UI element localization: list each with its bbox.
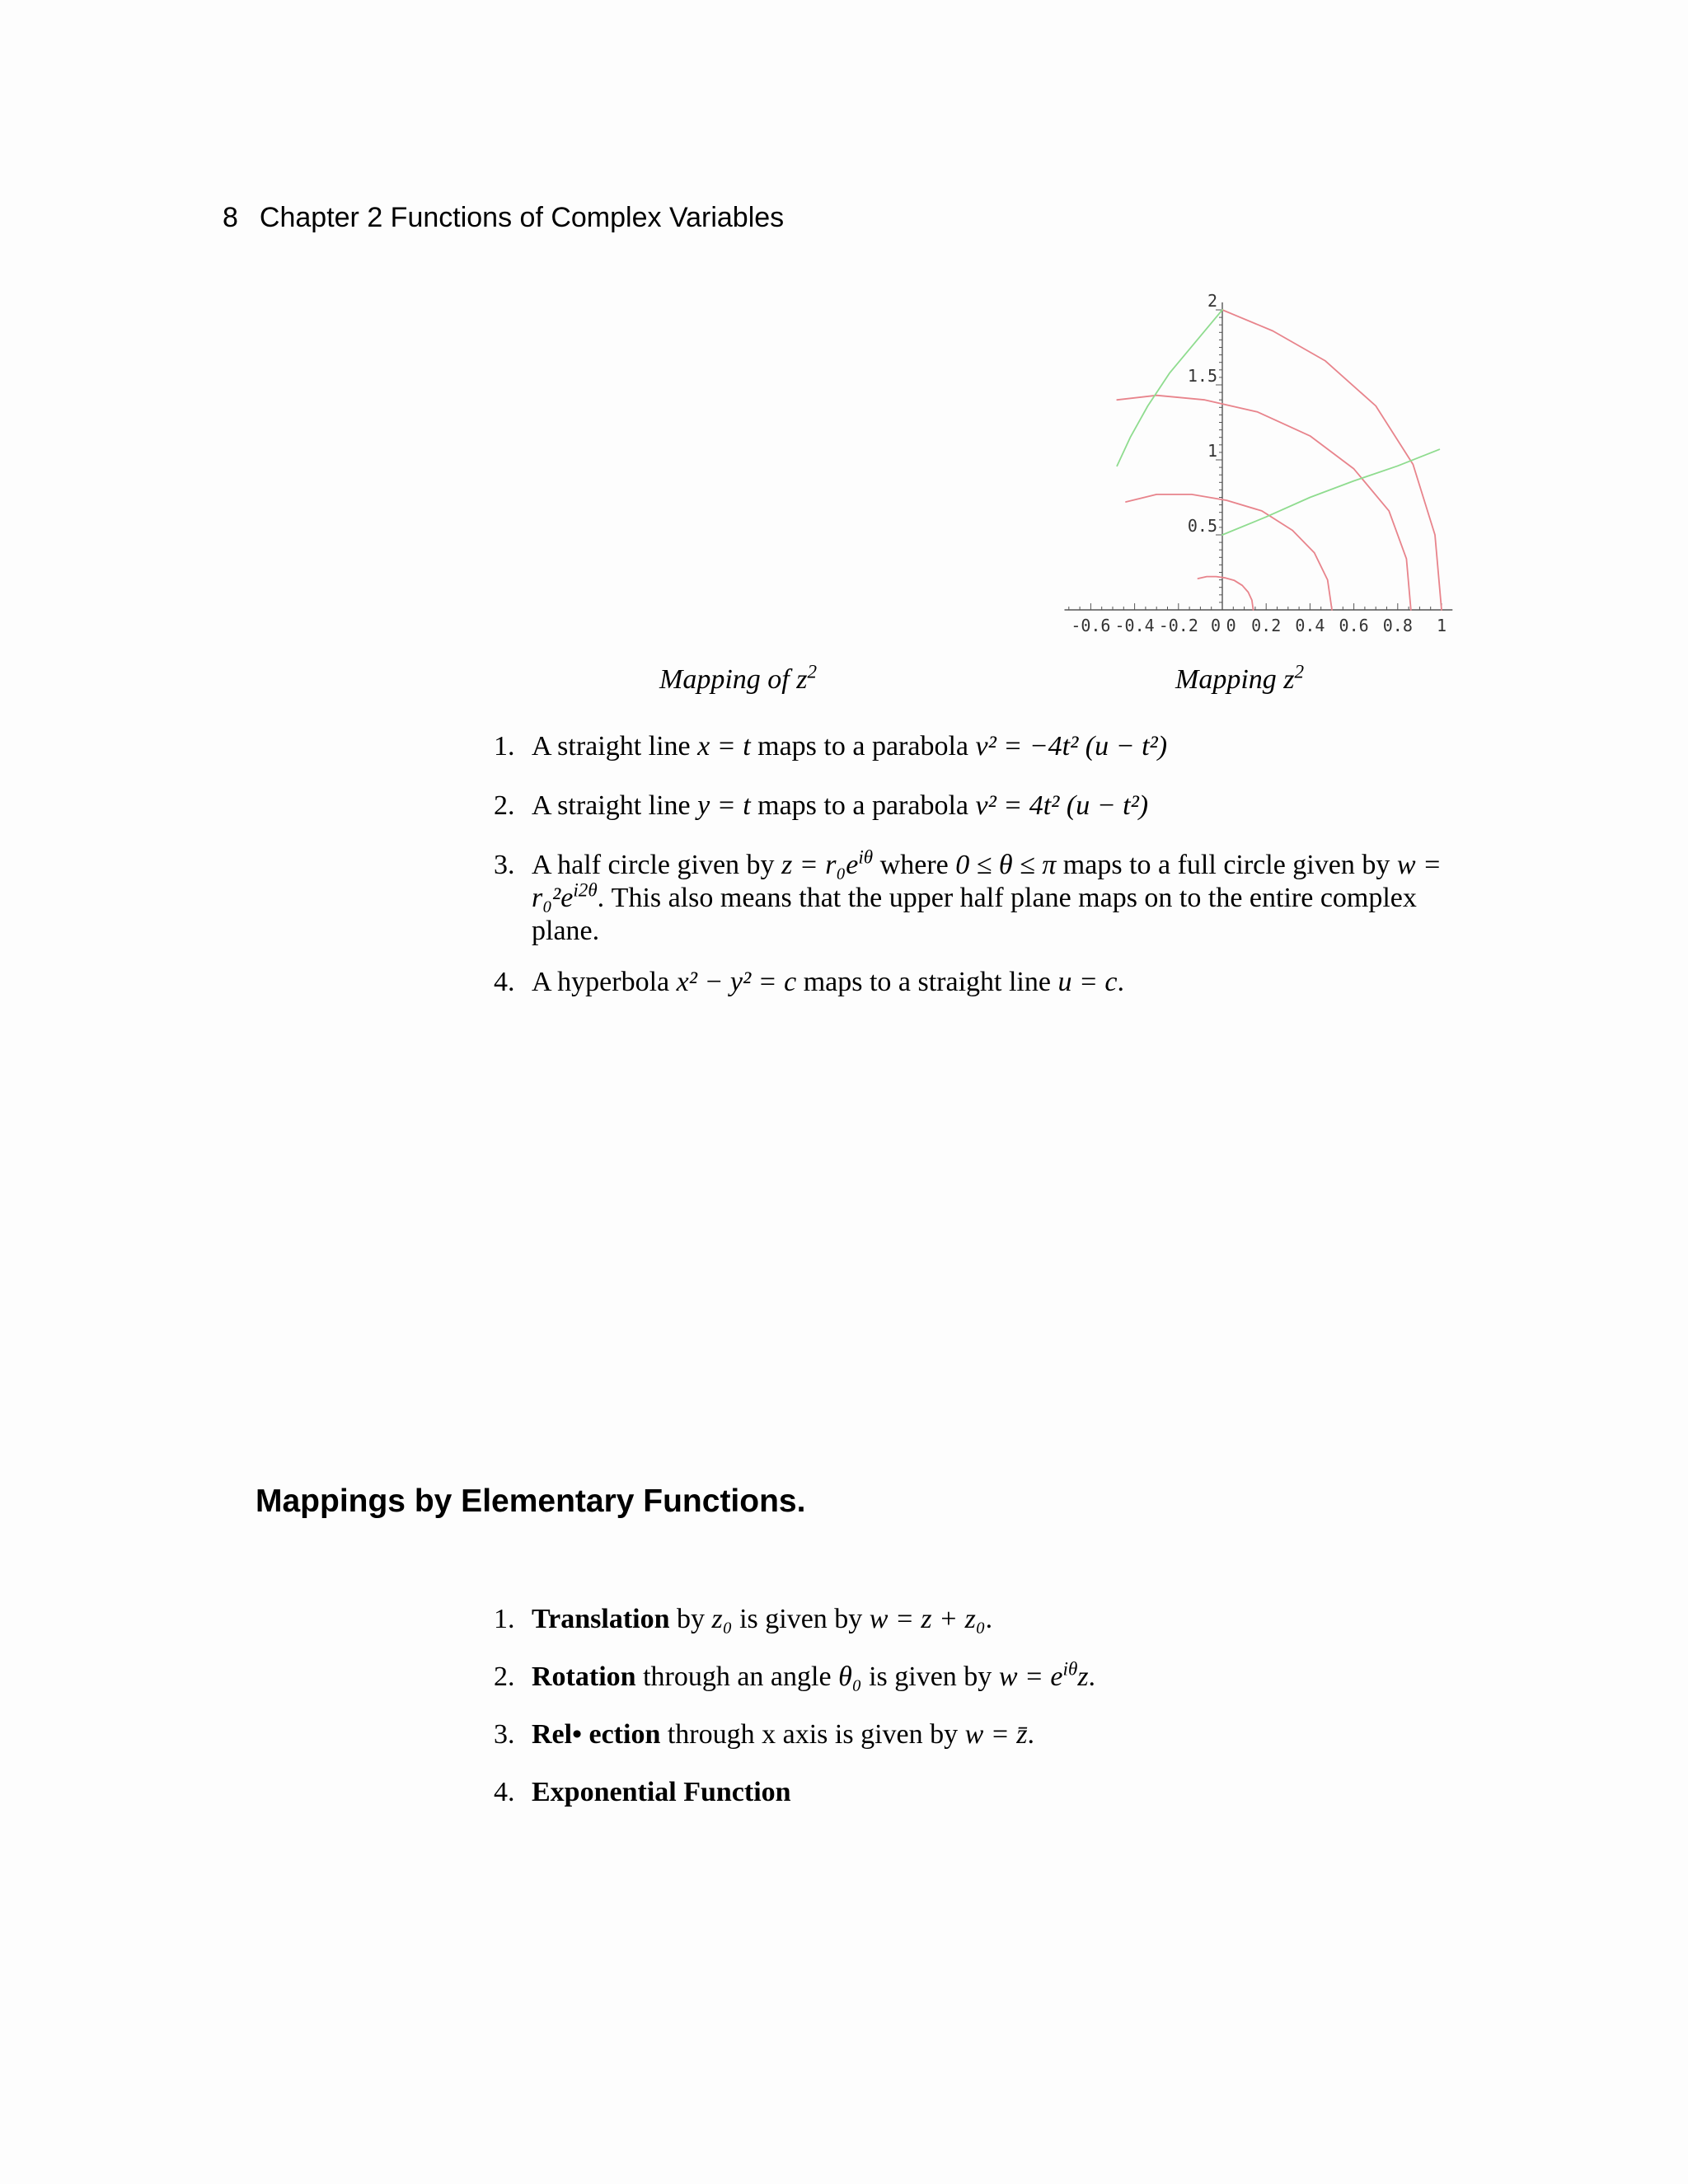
item-text: maps to a parabola bbox=[750, 731, 976, 762]
item-term: Exponential Function bbox=[532, 1777, 791, 1807]
item-text: A straight line bbox=[532, 790, 698, 821]
item-number: 4. bbox=[494, 967, 515, 997]
item-text: A hyperbola bbox=[532, 967, 677, 997]
y-tick-label: 1 bbox=[1207, 441, 1217, 461]
caption-right-sup: 2 bbox=[1294, 661, 1305, 683]
math-expression: w = r₀²e bbox=[532, 850, 1442, 913]
green-ray-curve bbox=[1222, 449, 1439, 535]
item-text: maps to a straight line bbox=[796, 967, 1058, 997]
x-tick-label: 0.6 bbox=[1339, 616, 1369, 635]
list-item bbox=[490, 966, 1459, 999]
math-expression: u = c bbox=[1057, 967, 1118, 997]
red-arc-curve bbox=[1117, 396, 1411, 610]
list-item bbox=[490, 1718, 1459, 1751]
item-number: 1. bbox=[494, 1604, 515, 1634]
figure-caption-left bbox=[659, 661, 818, 696]
x-tick-label: 0.2 bbox=[1251, 616, 1282, 635]
red-arc-curve bbox=[1222, 310, 1442, 610]
mapping-plot-svg bbox=[1043, 284, 1471, 639]
elementary-functions-list bbox=[490, 1603, 1459, 1834]
item-text: A straight line bbox=[532, 731, 698, 762]
item-number: 3. bbox=[494, 850, 515, 880]
item-number: 1. bbox=[494, 731, 515, 762]
math-expression: z = r₀e bbox=[781, 850, 859, 880]
item-text: . bbox=[985, 1604, 993, 1634]
math-expression: x² − y² = c bbox=[676, 967, 797, 997]
red-arc-curve bbox=[1198, 577, 1254, 610]
item-text: . bbox=[1088, 1661, 1096, 1692]
math-expression: v² = 4t² (u − t²) bbox=[975, 790, 1149, 821]
item-text: through x axis is given by bbox=[660, 1719, 965, 1750]
item-text: is given by bbox=[732, 1604, 870, 1634]
mapping-list bbox=[490, 730, 1459, 1025]
green-ray-curve bbox=[1117, 310, 1222, 466]
math-expression: z₀ bbox=[711, 1604, 733, 1634]
x-tick-label: -0.6 bbox=[1071, 616, 1111, 635]
item-number: 3. bbox=[494, 1719, 515, 1750]
y-tick-label: 1.5 bbox=[1187, 366, 1217, 386]
item-text: through an angle bbox=[635, 1661, 839, 1692]
item-text: . bbox=[1027, 1719, 1034, 1750]
item-term: Rel• ection bbox=[532, 1719, 661, 1750]
math-expression: w = z + z₀ bbox=[869, 1604, 986, 1634]
x-tick-label: 0.8 bbox=[1382, 616, 1413, 635]
list-item bbox=[490, 790, 1459, 823]
figure-caption-right bbox=[1175, 661, 1305, 696]
item-text: maps to a full circle given by bbox=[1056, 850, 1397, 880]
math-expression: v² = −4t² (u − t²) bbox=[975, 731, 1168, 762]
mapping-plot bbox=[1043, 284, 1471, 639]
list-item bbox=[490, 1603, 1459, 1636]
math-expression: θ₀ bbox=[838, 1661, 862, 1692]
item-number: 2. bbox=[494, 790, 515, 821]
list-item bbox=[490, 730, 1459, 763]
item-text: maps to a parabola bbox=[750, 790, 976, 821]
math-expression: w = z̄ bbox=[964, 1719, 1028, 1750]
x-tick-label: 0 bbox=[1210, 616, 1221, 635]
x-tick-label: 1 bbox=[1436, 616, 1447, 635]
running-header bbox=[223, 202, 784, 234]
x-tick-label: 0 bbox=[1226, 616, 1236, 635]
x-tick-label: -0.2 bbox=[1158, 616, 1198, 635]
math-superscript: iθ bbox=[1062, 1658, 1078, 1680]
item-number: 2. bbox=[494, 1661, 515, 1692]
item-term: Translation bbox=[532, 1604, 670, 1634]
item-number: 4. bbox=[494, 1777, 515, 1807]
item-text: . This also means that the upper half plane maps on to the entire complex plane. bbox=[532, 883, 1417, 946]
item-term: Rotation bbox=[532, 1661, 636, 1692]
caption-left-sup: 2 bbox=[807, 661, 818, 683]
item-text: by bbox=[669, 1604, 712, 1634]
math-superscript: i2θ bbox=[573, 879, 598, 902]
y-tick-label: 0.5 bbox=[1187, 516, 1217, 536]
page-number: 8 bbox=[223, 202, 238, 233]
math-expression: y = t bbox=[697, 790, 751, 821]
x-tick-label: -0.4 bbox=[1114, 616, 1155, 635]
item-text: is given by bbox=[861, 1661, 999, 1692]
caption-right-text: Mapping z bbox=[1175, 664, 1295, 695]
x-tick-label: 0.4 bbox=[1295, 616, 1325, 635]
math-superscript: iθ bbox=[858, 846, 874, 869]
list-item bbox=[490, 1658, 1459, 1694]
list-item bbox=[490, 846, 1459, 948]
math-expression: w = e bbox=[998, 1661, 1063, 1692]
item-text: . bbox=[1117, 967, 1125, 997]
caption-left-text: Mapping of z bbox=[659, 664, 808, 695]
list-item bbox=[490, 1776, 1459, 1809]
y-tick-label: 2 bbox=[1207, 291, 1217, 311]
item-text: A half circle given by bbox=[532, 850, 782, 880]
running-title: Chapter 2 Functions of Complex Variables bbox=[259, 202, 785, 233]
math-expression: 0 ≤ θ ≤ π bbox=[955, 850, 1057, 880]
section-heading: Mappings by Elementary Functions. bbox=[256, 1483, 806, 1519]
item-text: where bbox=[873, 850, 956, 880]
red-arc-curve bbox=[1126, 494, 1332, 610]
math-expression: x = t bbox=[697, 731, 751, 762]
math-expression: z bbox=[1077, 1661, 1089, 1692]
